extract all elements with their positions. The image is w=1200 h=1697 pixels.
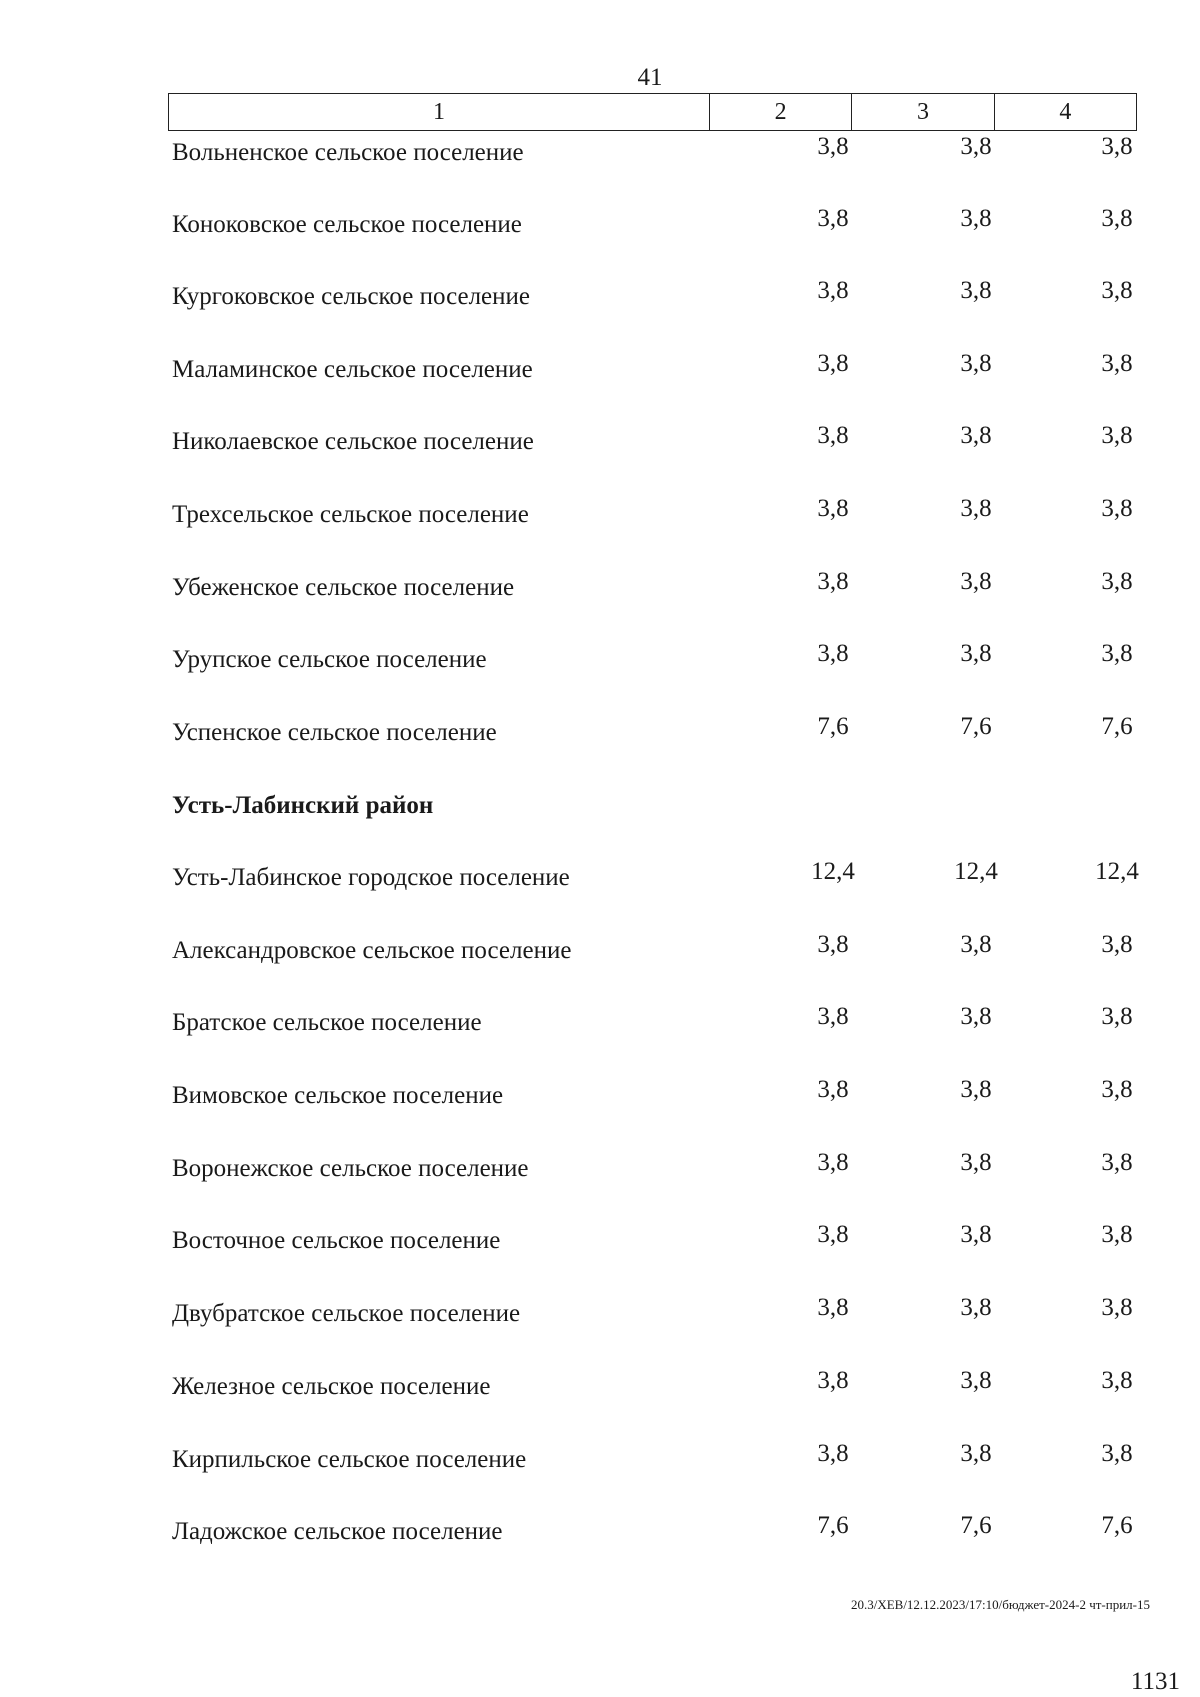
row-value-col4: 3,8 xyxy=(1101,568,1133,595)
row-value-col3: 3,8 xyxy=(960,640,992,667)
row-value-col3: 3,8 xyxy=(960,1149,992,1176)
table-row xyxy=(0,1076,1200,1122)
row-value-col4: 3,8 xyxy=(1101,205,1133,232)
row-value-col3: 3,8 xyxy=(960,495,992,522)
row-value-col4: 3,8 xyxy=(1101,1440,1133,1467)
row-value-col2: 3,8 xyxy=(817,277,849,304)
row-value-col3: 3,8 xyxy=(960,133,992,160)
table-row xyxy=(0,1003,1200,1049)
row-value-col3: 3,8 xyxy=(960,1367,992,1394)
row-value-col2: 3,8 xyxy=(817,422,849,449)
row-value-col3: 3,8 xyxy=(960,1221,992,1248)
row-value-col3: 7,6 xyxy=(960,713,992,740)
row-value-col3: 3,8 xyxy=(960,1440,992,1467)
row-value-col4: 3,8 xyxy=(1101,1294,1133,1321)
row-name: Урупское сельское поселение xyxy=(172,646,487,673)
row-value-col3: 3,8 xyxy=(960,1003,992,1030)
sheet-number: 1131 xyxy=(1130,1668,1180,1695)
header-row xyxy=(169,94,1137,131)
table-row xyxy=(0,133,1200,179)
row-name: Ладожское сельское поселение xyxy=(172,1518,503,1545)
table-header xyxy=(168,93,1137,131)
table-row xyxy=(0,1149,1200,1195)
row-value-col2: 3,8 xyxy=(817,1367,849,1394)
row-value-col4: 3,8 xyxy=(1101,640,1133,667)
section-heading: Усть-Лабинский район xyxy=(172,792,434,819)
row-value-col2: 3,8 xyxy=(817,568,849,595)
column-header-4: 4 xyxy=(994,94,1136,131)
table-row xyxy=(0,1221,1200,1267)
row-name: Железное сельское поселение xyxy=(172,1373,491,1400)
table-row xyxy=(0,931,1200,977)
row-value-col4: 3,8 xyxy=(1101,495,1133,522)
row-value-col2: 3,8 xyxy=(817,133,849,160)
row-value-col4: 7,6 xyxy=(1101,1512,1133,1539)
row-value-col3: 3,8 xyxy=(960,422,992,449)
table-row xyxy=(0,858,1200,904)
row-value-col3: 3,8 xyxy=(960,205,992,232)
row-value-col3: 7,6 xyxy=(960,1512,992,1539)
row-value-col3: 3,8 xyxy=(960,277,992,304)
table-row xyxy=(0,277,1200,323)
row-value-col4: 3,8 xyxy=(1101,422,1133,449)
row-name: Воронежское сельское поселение xyxy=(172,1155,529,1182)
table-row xyxy=(0,1440,1200,1486)
row-value-col4: 3,8 xyxy=(1101,931,1133,958)
row-value-col2: 3,8 xyxy=(817,1149,849,1176)
row-name: Кирпильское сельское поселение xyxy=(172,1446,527,1473)
row-name: Александровское сельское поселение xyxy=(172,937,572,964)
row-value-col3: 3,8 xyxy=(960,1294,992,1321)
page-number: 41 xyxy=(637,64,663,91)
row-value-col3: 3,8 xyxy=(960,1076,992,1103)
table-row xyxy=(0,713,1200,759)
row-value-col4: 3,8 xyxy=(1101,1149,1133,1176)
row-value-col4: 3,8 xyxy=(1101,1367,1133,1394)
table-row xyxy=(0,640,1200,686)
row-name: Восточное сельское поселение xyxy=(172,1227,501,1254)
row-value-col3: 3,8 xyxy=(960,568,992,595)
row-value-col2: 7,6 xyxy=(817,1512,849,1539)
document-code: 20.3/ХЕВ/12.12.2023/17:10/бюджет-2024-2 чт-прил-15 xyxy=(850,1597,1150,1612)
row-name: Коноковское сельское поселение xyxy=(172,211,522,238)
row-name: Братское сельское поселение xyxy=(172,1009,482,1036)
column-header-2: 2 xyxy=(710,94,852,131)
row-name: Вольненское сельское поселение xyxy=(172,139,524,166)
table-row xyxy=(0,495,1200,541)
row-name: Двубратское сельское поселение xyxy=(172,1300,521,1327)
row-value-col2: 3,8 xyxy=(817,1076,849,1103)
table-row xyxy=(0,1512,1200,1558)
row-name: Вимовское сельское поселение xyxy=(172,1082,504,1109)
column-header-1: 1 xyxy=(169,94,710,131)
row-value-col2: 3,8 xyxy=(817,640,849,667)
table-row xyxy=(0,1367,1200,1413)
row-value-col3: 3,8 xyxy=(960,350,992,377)
row-name: Трехсельское сельское поселение xyxy=(172,501,529,528)
column-header-3: 3 xyxy=(852,94,994,131)
table-row xyxy=(0,1294,1200,1340)
row-value-col2: 3,8 xyxy=(817,1440,849,1467)
row-name: Кургоковское сельское поселение xyxy=(172,283,531,310)
row-value-col2: 3,8 xyxy=(817,205,849,232)
row-name: Николаевское сельское поселение xyxy=(172,428,534,455)
row-name: Усть-Лабинское городское поселение xyxy=(172,864,570,891)
row-value-col2: 3,8 xyxy=(817,1221,849,1248)
row-name: Убеженское сельское поселение xyxy=(172,574,515,601)
row-value-col4: 3,8 xyxy=(1101,1221,1133,1248)
row-value-col3: 12,4 xyxy=(954,858,998,885)
row-value-col4: 3,8 xyxy=(1101,1003,1133,1030)
table-row xyxy=(0,350,1200,396)
row-value-col4: 3,8 xyxy=(1101,1076,1133,1103)
table-row xyxy=(0,205,1200,251)
row-value-col2: 3,8 xyxy=(817,495,849,522)
row-value-col4: 3,8 xyxy=(1101,350,1133,377)
table-row xyxy=(0,422,1200,468)
table-row xyxy=(0,568,1200,614)
row-value-col2: 3,8 xyxy=(817,1003,849,1030)
row-value-col2: 7,6 xyxy=(817,713,849,740)
row-value-col2: 3,8 xyxy=(817,1294,849,1321)
row-name: Маламинское сельское поселение xyxy=(172,356,533,383)
row-name: Успенское сельское поселение xyxy=(172,719,497,746)
row-value-col4: 3,8 xyxy=(1101,277,1133,304)
row-value-col4: 3,8 xyxy=(1101,133,1133,160)
row-value-col2: 3,8 xyxy=(817,350,849,377)
row-value-col3: 3,8 xyxy=(960,931,992,958)
row-value-col4: 7,6 xyxy=(1101,713,1133,740)
section-heading-row xyxy=(0,792,1200,832)
row-value-col2: 3,8 xyxy=(817,931,849,958)
row-value-col4: 12,4 xyxy=(1095,858,1139,885)
row-value-col2: 12,4 xyxy=(811,858,855,885)
